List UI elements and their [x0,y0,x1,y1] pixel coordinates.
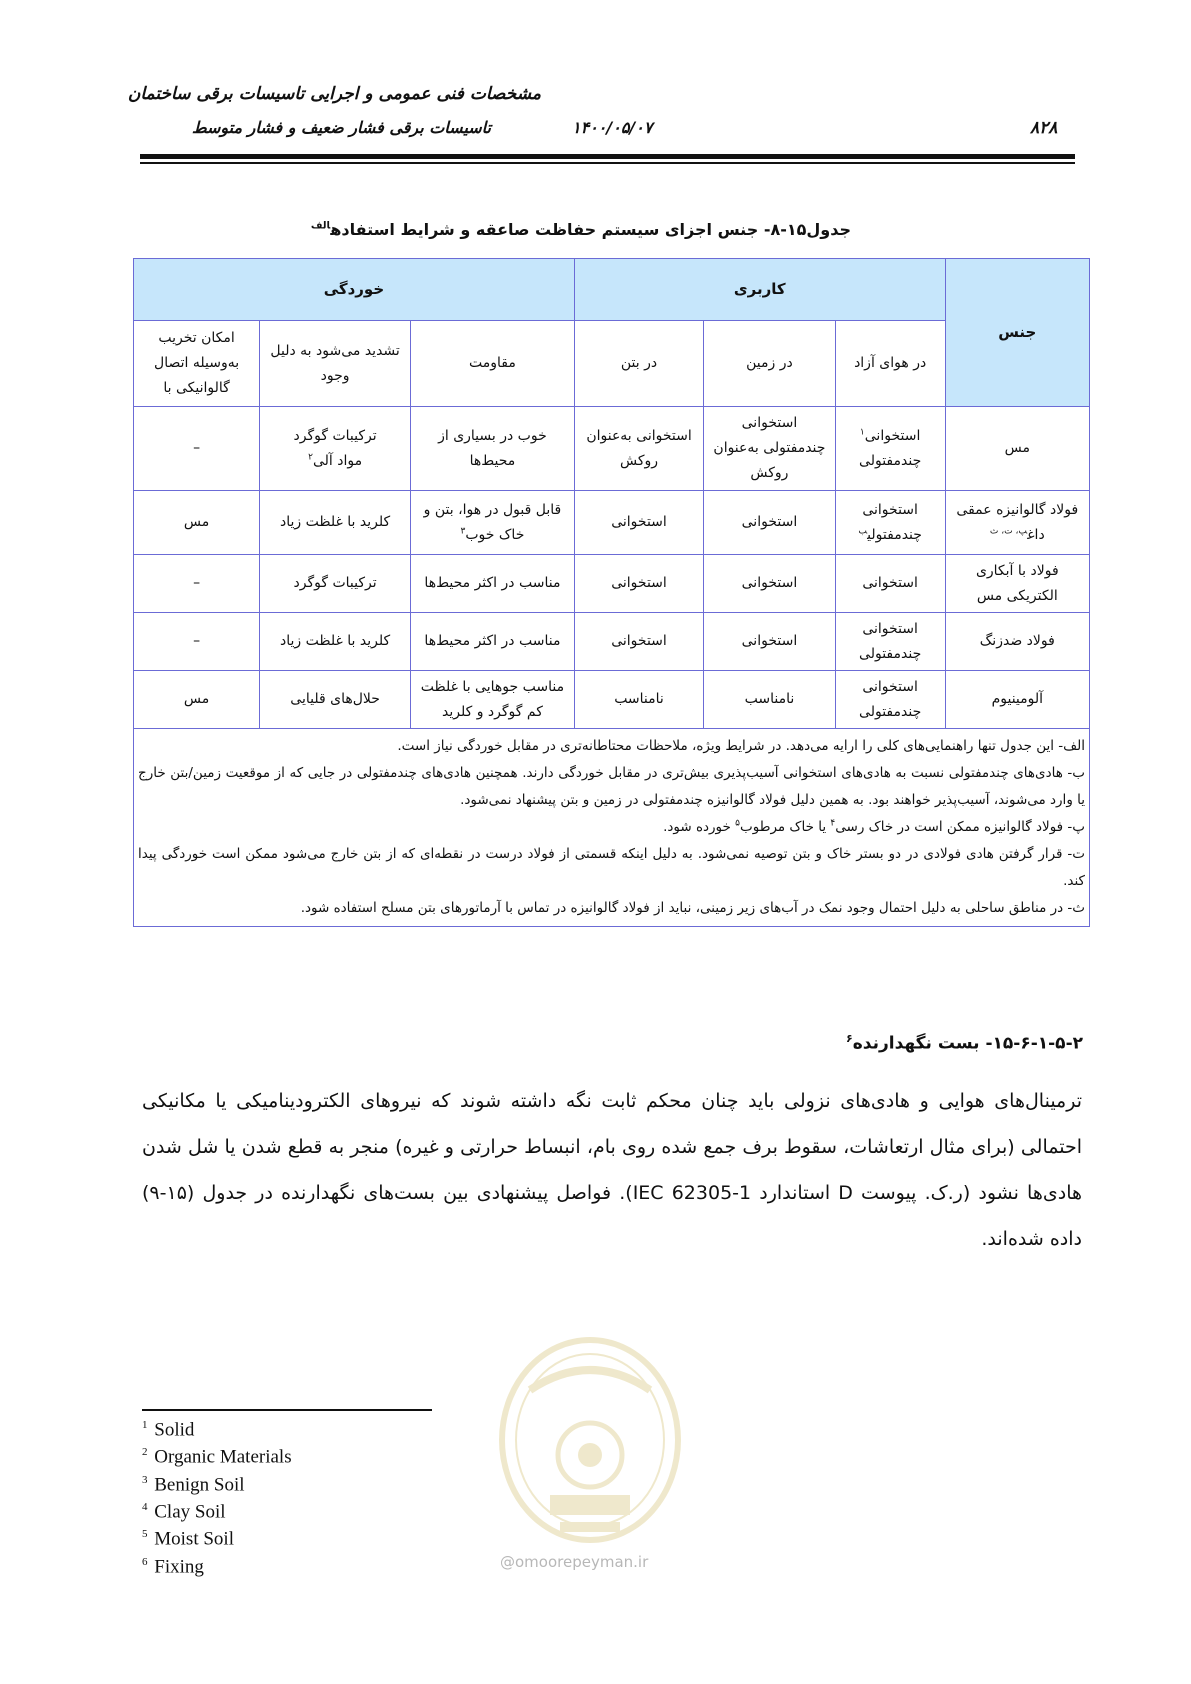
footnote-number: 2 [142,1446,148,1459]
cell-air: استخوانی چندمفتولی [835,671,945,729]
cell-resistance: مناسب در اکثر محیط‌ها [411,555,575,613]
footnote-item [142,1523,292,1550]
cell-intensify: ترکیبات گوگرد [260,555,411,613]
cell-ground: استخوانی [704,555,835,613]
materials-table [133,258,1090,927]
cell-material: فولاد با آبکاری الکتریکی مس [945,555,1089,613]
note-pe-part2: یا خاک مرطوب [740,819,827,835]
cell-intensify [260,407,411,491]
footnote-number: 6 [142,1555,148,1568]
footnote-number: 4 [142,1500,148,1513]
cell-galvanic: – [134,555,260,613]
table-row [134,613,1090,671]
cell-resistance-text2: خاک خوب [465,526,525,543]
cell-intensify-text2: مواد آلی [312,452,363,469]
seal-logo-icon [490,1330,690,1580]
table-notes-row [134,729,1090,927]
cell-material [945,491,1089,555]
section-body: ترمینال‌های هوایی و هادی‌های نزولی باید چنان محکم ثابت نگه داشته شوند که نیروهای الکترودینامیکی یا مکانیکی احتمالی (برای مثال ارتعاشات، سقوط برف جمع شده روی بام، انبساط حرارتی و غیره) منجر به قطع شدن یا شل شدن هادی‌ها نشود (ر.ک. پیوست D استاندارد IEC 62305-1). فواصل پیشنهادی بین بست‌های نگهدارنده در جدول (۱۵-۹) داده شده‌اند. [142,1090,1082,1250]
footnotes [142,1414,292,1578]
table-row [134,555,1090,613]
subheader-resistance: مقاومت [411,321,575,407]
cell-concrete: استخوانی [574,491,703,555]
cell-galvanic: مس [134,671,260,729]
table-notes [134,729,1090,927]
cell-material-text2: داغ [1027,526,1045,543]
footnote-item [142,1469,292,1496]
footnote-text: Moist Soil [154,1528,234,1550]
cell-air [835,407,945,491]
footnote-number: 1 [142,1419,148,1431]
note-se: ث- در مناطق ساحلی به دلیل احتمال وجود نمک در آب‌های زیر زمینی، نباید از فولاد گالوانیزه در تماس با آرماتورهای بتن مسلح استفاده شود. [300,900,1085,916]
subheader-ground: در زمین [704,321,835,407]
cell-ground: استخوانی [704,491,835,555]
cell-resistance: مناسب جوهایی با غلظت کم گوگرد و کلرید [411,671,575,729]
cell-concrete: استخوانی [574,613,703,671]
note-be: ب- هادی‌های چندمفتولی نسبت به هادی‌های استخوانی آسیب‌پذیری بیش‌تری در مقابل خوردگی دارند. همچنین هادی‌های چندمفتولی در جایی که از موقعیت زمین/بتن خارج یا وارد می‌شوند، آسیب‌پذیر خواهند بود. به همین دلیل فولاد گالوانیزه چندمفتولی در زمین و بتن پیشنهاد نمی‌شود. [138,765,1085,808]
caption-footnote-mark: الف [310,220,331,232]
header-rule-thin [140,162,1075,164]
watermark-url: @omoorepeyman.ir [500,1553,649,1571]
cell-galvanic: – [134,407,260,491]
cell-concrete: استخوانی به‌عنوان روکش [574,407,703,491]
note-te: ت- قرار گرفتن هادی فولادی در دو بستر خاک و بتن توصیه نمی‌شود. به دلیل اینکه قسمتی از فولاد درست در نقطه‌ای که از بتن خارج می‌شود ممکن است خوردگی پیدا کند. [138,846,1085,889]
footnote-rule [142,1409,432,1411]
cell-resistance: مناسب در اکثر محیط‌ها [411,613,575,671]
section-heading [846,1032,1083,1054]
cell-resistance-text: قابل قبول در هوا، بتن و [423,501,562,518]
header-usage: کاربری [574,259,945,321]
cell-air [835,491,945,555]
table-row [134,407,1090,491]
subheader-air: در هوای آزاد [835,321,945,407]
section-heading-text: ۱۵-۶-۱-۵-۲- بست نگهدارنده [852,1033,1083,1054]
footnote-text: Clay Soil [154,1501,226,1523]
cell-intensify: کلرید با غلظت زیاد [260,613,411,671]
cell-resistance [411,491,575,555]
header-corrosion: خوردگی [134,259,575,321]
footnote-text: Solid [154,1419,195,1441]
page-number: ۸۲۸ [1030,118,1058,138]
footnote-text: Benign Soil [154,1473,245,1495]
subheader-intensify: تشدید می‌شود به دلیل وجود [260,321,411,407]
footnote-mark: ۵ [735,818,741,829]
cell-ground: استخوانی چندمفتولی به‌عنوان روکش [704,407,835,491]
footnote-mark: ۴ [830,818,836,829]
cell-intensify-text: ترکیبات گوگرد [293,427,377,444]
caption-text: جدول۱۵-۸- جنس اجزای سیستم حفاظت صاعقه و شرایط استفاده [330,220,851,239]
cell-air: استخوانی [835,555,945,613]
footnote-mark: ۳ [460,525,466,536]
footnote-item [142,1496,292,1523]
footnote-text: Organic Materials [154,1446,292,1468]
footnote-item [142,1441,292,1468]
cell-material-text: فولاد گالوانیزه عمقی [956,501,1079,518]
table-caption [311,220,851,239]
cell-ground: نامناسب [704,671,835,729]
cell-air-text2: چندمفتولی [859,452,922,469]
cell-material: فولاد ضدزنگ [945,613,1089,671]
note-alef: الف- این جدول تنها راهنمایی‌های کلی را ارایه می‌دهد. در شرایط ویژه، ملاحظات محتاطانه‌تری در مقابل خوردگی نیاز است. [397,738,1085,754]
footnote-text: Fixing [154,1555,204,1577]
document-subtitle: تاسیسات برقی فشار ضعیف و فشار متوسط [191,118,491,137]
footnote-mark: ۲ [308,451,313,462]
footnote-item [142,1414,292,1441]
cell-concrete: نامناسب [574,671,703,729]
table-row [134,491,1090,555]
cell-galvanic: مس [134,491,260,555]
header-rule-thick [140,154,1075,159]
page-header [0,0,1191,170]
cell-galvanic: – [134,613,260,671]
cell-intensify: حلال‌های قلیایی [260,671,411,729]
watermark-seal [490,1330,690,1580]
footnote-mark: پ، ت، ث [989,525,1028,536]
footnote-number: 5 [142,1528,148,1541]
subheader-concrete: در بتن [574,321,703,407]
cell-air-text2: چندمفتولی [867,526,922,543]
note-pe-part3: خورده شود. [663,819,731,835]
cell-ground: استخوانی [704,613,835,671]
header-material: جنس [945,259,1089,407]
cell-air-text: استخوانی [862,501,918,518]
subheader-galvanic: امکان تخریب به‌وسیله اتصال گالوانیکی با [134,321,260,407]
note-pe-part1: پ- فولاد گالوانیزه ممکن است در خاک رسی [835,819,1085,835]
cell-material: مس [945,407,1089,491]
cell-air-text: استخوانی [864,427,921,444]
cell-intensify: کلرید با غلظت زیاد [260,491,411,555]
footnote-number: 3 [142,1473,148,1486]
cell-material: آلومینیوم [945,671,1089,729]
footnote-item [142,1551,292,1578]
cell-resistance: خوب در بسیاری از محیط‌ها [411,407,575,491]
cell-air: استخوانی چندمفتولی [835,613,945,671]
footnote-mark: ب [858,525,868,536]
document-date: ۱۴۰۰/۰۵/۰۷ [572,118,653,137]
document-title: مشخصات فنی عمومی و اجرایی تاسیسات برقی ساختمان [127,84,541,104]
table-row [134,671,1090,729]
note-pe [138,814,1085,841]
footnote-mark: ۶ [846,1032,853,1045]
cell-concrete: استخوانی [574,555,703,613]
footnote-mark: ۱ [859,426,865,437]
